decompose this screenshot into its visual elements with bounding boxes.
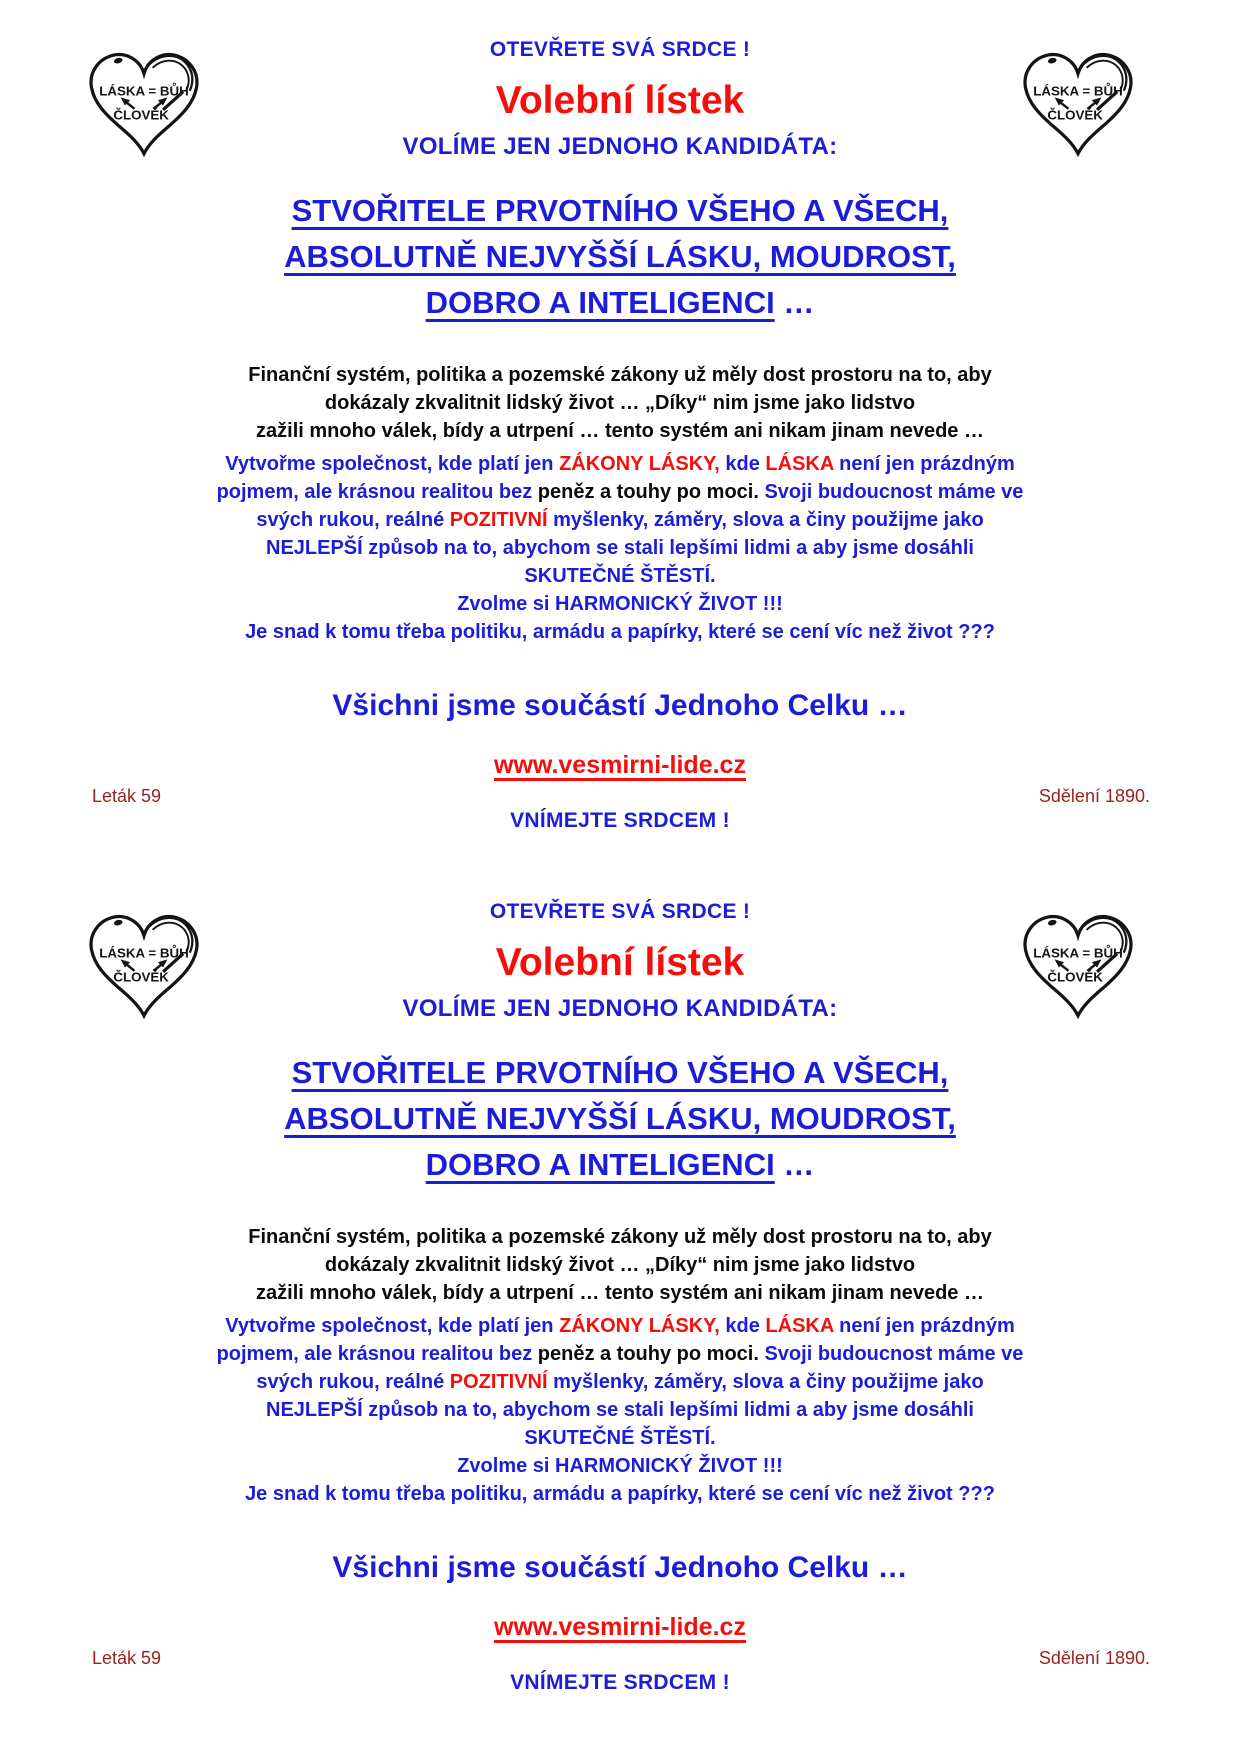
candidate-headline [0,1050,1240,1188]
heart-text-laska-buh: LÁSKA = BŮH [1033,945,1123,961]
page-title: Volební lístek [495,941,745,984]
heart-text-clovek: ČLOVĚK [113,969,169,985]
heart-text-clovek: ČLOVĚK [1047,969,1103,985]
footer-row [0,780,1240,807]
vision-paragraph [0,1312,1240,1508]
text-line: Vytvořme společnost, kde platí jen ZÁKONY LÁSKY, kde LÁSKA není jen prázdným [225,1315,1015,1337]
intro-paragraph [0,361,1240,445]
leaflet-number: Leták 59 [92,786,162,806]
heart-logo-icon [82,46,206,164]
heart-text-laska-buh: LÁSKA = BŮH [99,945,189,961]
text-line: SKUTEČNÉ ŠTĚSTÍ. [524,1427,716,1449]
leaflet-copy-2 [0,862,1240,1724]
subtitle: VOLÍME JEN JEDNOHO KANDIDÁTA: [402,133,838,160]
message-number: Sdělení 1890. [1038,786,1150,806]
heart-text-clovek: ČLOVĚK [113,107,169,123]
text-line: dokázaly zkvalitnit lidský život … „Díky“ nim jsme jako lidstvo [324,1254,916,1276]
text-line: Je snad k tomu třeba politiku, armádu a papírky, které se cení víc než život ??? [245,621,995,643]
text-line: zažili mnoho válek, bídy a utrpení … tento systém ani nikam jinam nevede … [256,1282,984,1304]
vision-paragraph [0,450,1240,646]
text-line: svých rukou, reálné POZITIVNÍ myšlenky, záměry, slova a činy použijme jako [256,1371,984,1393]
candidate-headline [0,188,1240,326]
unity-statement: Všichni jsme součástí Jednoho Celku … [332,1551,908,1584]
intro-paragraph [0,1223,1240,1307]
text-line: DOBRO A INTELIGENCI … [425,1147,815,1182]
text-line: ABSOLUTNĚ NEJVYŠŠÍ LÁSKU, MOUDROST, [284,239,956,274]
text-line: DOBRO A INTELIGENCI … [425,285,815,320]
text-line: ABSOLUTNĚ NEJVYŠŠÍ LÁSKU, MOUDROST, [284,1101,956,1136]
text-line: pojmem, ale krásnou realitou bez peněz a touhy po moci. Svoji budoucnost máme ve [216,1343,1024,1365]
heart-logo-icon [82,908,206,1026]
open-hearts-heading: OTEVŘETE SVÁ SRDCE ! [489,38,751,61]
text-line: NEJLEPŠÍ způsob na to, abychom se stali lepšími lidmi a aby jsme dosáhli [266,1399,974,1421]
perceive-heart-heading: VNÍMEJTE SRDCEM ! [510,809,730,832]
text-line: Zvolme si HARMONICKÝ ŽIVOT !!! [457,1455,783,1477]
unity-statement: Všichni jsme součástí Jednoho Celku … [332,689,908,722]
subtitle: VOLÍME JEN JEDNOHO KANDIDÁTA: [402,995,838,1022]
text-line: Vytvořme společnost, kde platí jen ZÁKONY LÁSKY, kde LÁSKA není jen prázdným [225,453,1015,475]
heart-text-laska-buh: LÁSKA = BŮH [1033,83,1123,99]
heart-logo-icon [1016,46,1140,164]
website-link[interactable]: www.vesmirni-lide.cz [494,751,746,779]
heart-text-clovek: ČLOVĚK [1047,107,1103,123]
leaflet-copy-1 [0,0,1240,862]
page-title: Volební lístek [495,79,745,122]
message-number: Sdělení 1890. [1038,1648,1150,1668]
text-line: SKUTEČNÉ ŠTĚSTÍ. [524,565,716,587]
text-line: zažili mnoho válek, bídy a utrpení … tento systém ani nikam jinam nevede … [256,420,984,442]
heart-text-laska-buh: LÁSKA = BŮH [99,83,189,99]
text-line: STVOŘITELE PRVOTNÍHO VŠEHO A VŠECH, [291,193,949,228]
website-link[interactable]: www.vesmirni-lide.cz [494,1613,746,1641]
text-line: NEJLEPŠÍ způsob na to, abychom se stali lepšími lidmi a aby jsme dosáhli [266,537,974,559]
text-line: Zvolme si HARMONICKÝ ŽIVOT !!! [457,593,783,615]
text-line: Finanční systém, politika a pozemské zákony už měly dost prostoru na to, aby [248,1226,992,1248]
text-line: STVOŘITELE PRVOTNÍHO VŠEHO A VŠECH, [291,1055,949,1090]
text-line: Je snad k tomu třeba politiku, armádu a papírky, které se cení víc než život ??? [245,1483,995,1505]
text-line: dokázaly zkvalitnit lidský život … „Díky“ nim jsme jako lidstvo [324,392,916,414]
open-hearts-heading: OTEVŘETE SVÁ SRDCE ! [489,900,751,923]
heart-logo-icon [1016,908,1140,1026]
leaflet-number: Leták 59 [92,1648,162,1668]
text-line: Finanční systém, politika a pozemské zákony už měly dost prostoru na to, aby [248,364,992,386]
perceive-heart-heading: VNÍMEJTE SRDCEM ! [510,1671,730,1694]
text-line: svých rukou, reálné POZITIVNÍ myšlenky, záměry, slova a činy použijme jako [256,509,984,531]
footer-row [0,1642,1240,1669]
text-line: pojmem, ale krásnou realitou bez peněz a touhy po moci. Svoji budoucnost máme ve [216,481,1024,503]
